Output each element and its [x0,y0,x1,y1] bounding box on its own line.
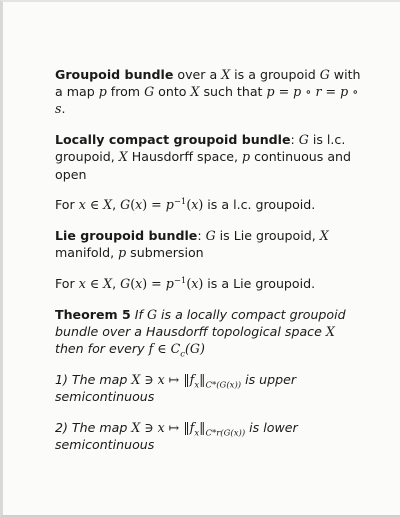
term-lie-groupoid-bundle: Lie groupoid bundle [55,227,198,243]
term-groupoid-bundle: Groupoid bundle [55,67,174,82]
term-lc-groupoid-bundle: Locally compact groupoid bundle [55,132,291,148]
definition-lc-groupoid-bundle: Locally compact groupoid bundle: G is l.c. groupoid, X Hausdorff space, p continuous and open [55,132,352,182]
definition-lie-groupoid-bundle: Lie groupoid bundle: G is Lie groupoid, X manifold, p submersion [55,227,329,261]
theorem-item-2: 2) The map X ∋ x ↦ $‖f_x‖_{C*r(G(x))}$ is lower semicontinuous [55,419,298,452]
theorem-5: Theorem 5 If G is a locally compact groupoid bundle over a Hausdorff topological space X then for every f ∈ $C_c(G)$ [55,306,346,360]
lc-fiber-statement: For x ∈ X, $G(x) = p^{-1}(x)$ is a l.c. groupoid. [55,197,316,213]
slide-content [55,66,365,466]
theorem-item-1: 1) The map X ∋ x ↦ $‖f_x‖_{C*(G(x))}$ is upper semicontinuous [55,371,297,404]
lie-fiber-statement: For x ∈ X, $G(x) = p^{-1}(x)$ is a Lie groupoid. [55,275,316,291]
definition-groupoid-bundle: Groupoid bundle over a X is a groupoid G with a map p from G onto X such that p = p ∘ r = p ∘ s. [55,67,361,117]
theorem-title: Theorem 5 [55,306,131,322]
